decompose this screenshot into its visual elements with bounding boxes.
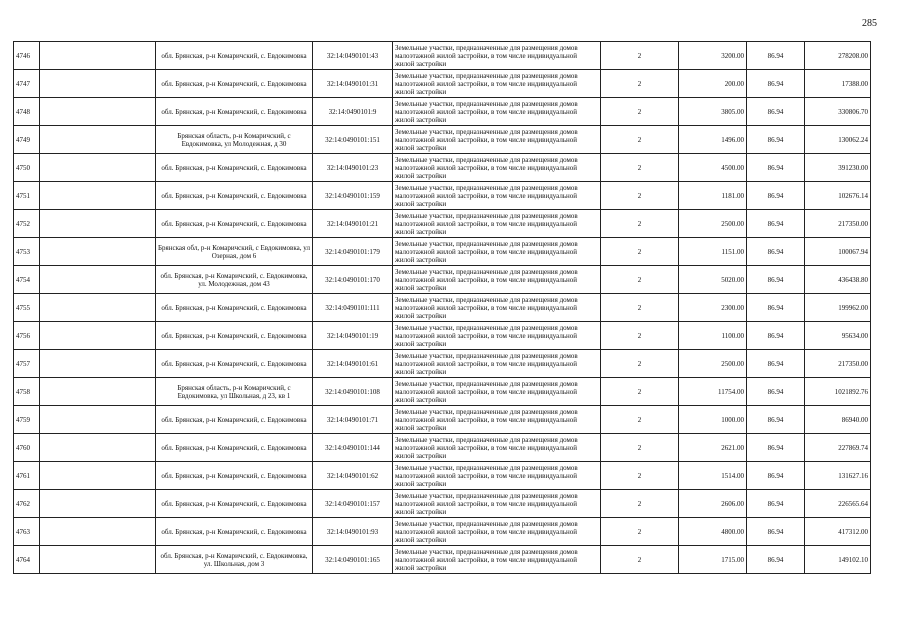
permitted-use-cell: Земельные участки, предназначенные для размещения домов малоэтажной жилой застройки, в том числе индивидуальной жилой застройки bbox=[393, 490, 601, 518]
cadastral-number-cell: 32:14:0490101:179 bbox=[313, 238, 393, 266]
permitted-use-cell: Земельные участки, предназначенные для размещения домов малоэтажной жилой застройки, в том числе индивидуальной жилой застройки bbox=[393, 406, 601, 434]
area-cell: 5020.00 bbox=[679, 266, 747, 294]
specific-value-cell: 86.94 bbox=[747, 350, 805, 378]
table-row bbox=[14, 350, 871, 378]
address-cell: обл. Брянская, р-н Комаричский, с. Евдокимовка bbox=[156, 98, 313, 126]
category-cell: 2 bbox=[601, 350, 679, 378]
page-number: 285 bbox=[862, 18, 877, 29]
row-number-cell: 4749 bbox=[14, 126, 40, 154]
empty-cell bbox=[40, 126, 156, 154]
specific-value-cell: 86.94 bbox=[747, 406, 805, 434]
row-number-cell: 4752 bbox=[14, 210, 40, 238]
cadastral-number-cell: 32:14:0490101:62 bbox=[313, 462, 393, 490]
row-number-cell: 4759 bbox=[14, 406, 40, 434]
cadastral-value-cell: 226565.64 bbox=[805, 490, 871, 518]
area-cell: 1514.00 bbox=[679, 462, 747, 490]
row-number-cell: 4764 bbox=[14, 546, 40, 574]
cadastral-number-cell: 32:14:0490101:170 bbox=[313, 266, 393, 294]
area-cell: 11754.00 bbox=[679, 378, 747, 406]
specific-value-cell: 86.94 bbox=[747, 518, 805, 546]
address-cell: обл. Брянская, р-н Комаричский, с. Евдокимовка bbox=[156, 462, 313, 490]
row-number-cell: 4763 bbox=[14, 518, 40, 546]
area-cell: 200.00 bbox=[679, 70, 747, 98]
address-cell: обл. Брянская, р-н Комаричский, с. Евдокимовка bbox=[156, 70, 313, 98]
empty-cell bbox=[40, 266, 156, 294]
category-cell: 2 bbox=[601, 238, 679, 266]
address-cell: обл. Брянская, р-н Комаричский, с. Евдокимовка bbox=[156, 322, 313, 350]
cadastral-number-cell: 32:14:0490101:61 bbox=[313, 350, 393, 378]
category-cell: 2 bbox=[601, 98, 679, 126]
table-row bbox=[14, 294, 871, 322]
table-row bbox=[14, 182, 871, 210]
table-row bbox=[14, 42, 871, 70]
permitted-use-cell: Земельные участки, предназначенные для размещения домов малоэтажной жилой застройки, в том числе индивидуальной жилой застройки bbox=[393, 546, 601, 574]
permitted-use-cell: Земельные участки, предназначенные для размещения домов малоэтажной жилой застройки, в том числе индивидуальной жилой застройки bbox=[393, 322, 601, 350]
empty-cell bbox=[40, 322, 156, 350]
row-number-cell: 4754 bbox=[14, 266, 40, 294]
area-cell: 1715.00 bbox=[679, 546, 747, 574]
address-cell: обл. Брянская, р-н Комаричский, с. Евдокимовка bbox=[156, 42, 313, 70]
row-number-cell: 4755 bbox=[14, 294, 40, 322]
address-cell: обл. Брянская, р-н Комаричский, с. Евдокимовка bbox=[156, 490, 313, 518]
cadastral-number-cell: 32:14:0490101:43 bbox=[313, 42, 393, 70]
empty-cell bbox=[40, 434, 156, 462]
cadastral-value-cell: 217350.00 bbox=[805, 210, 871, 238]
cadastral-value-cell: 86940.00 bbox=[805, 406, 871, 434]
row-number-cell: 4761 bbox=[14, 462, 40, 490]
category-cell: 2 bbox=[601, 434, 679, 462]
category-cell: 2 bbox=[601, 42, 679, 70]
cadastral-number-cell: 32:14:0490101:21 bbox=[313, 210, 393, 238]
cadastral-number-cell: 32:14:0490101:159 bbox=[313, 182, 393, 210]
specific-value-cell: 86.94 bbox=[747, 126, 805, 154]
empty-cell bbox=[40, 238, 156, 266]
cadastral-number-cell: 32:14:0490101:108 bbox=[313, 378, 393, 406]
empty-cell bbox=[40, 490, 156, 518]
table-row bbox=[14, 490, 871, 518]
area-cell: 1496.00 bbox=[679, 126, 747, 154]
permitted-use-cell: Земельные участки, предназначенные для размещения домов малоэтажной жилой застройки, в том числе индивидуальной жилой застройки bbox=[393, 238, 601, 266]
area-cell: 2606.00 bbox=[679, 490, 747, 518]
permitted-use-cell: Земельные участки, предназначенные для размещения домов малоэтажной жилой застройки, в том числе индивидуальной жилой застройки bbox=[393, 518, 601, 546]
specific-value-cell: 86.94 bbox=[747, 462, 805, 490]
permitted-use-cell: Земельные участки, предназначенные для размещения домов малоэтажной жилой застройки, в том числе индивидуальной жилой застройки bbox=[393, 462, 601, 490]
area-cell: 2500.00 bbox=[679, 210, 747, 238]
cadastral-value-cell: 95634.00 bbox=[805, 322, 871, 350]
cadastral-number-cell: 32:14:0490101:71 bbox=[313, 406, 393, 434]
area-cell: 2621.00 bbox=[679, 434, 747, 462]
empty-cell bbox=[40, 154, 156, 182]
category-cell: 2 bbox=[601, 294, 679, 322]
area-cell: 1100.00 bbox=[679, 322, 747, 350]
permitted-use-cell: Земельные участки, предназначенные для размещения домов малоэтажной жилой застройки, в том числе индивидуальной жилой застройки bbox=[393, 154, 601, 182]
table-row bbox=[14, 406, 871, 434]
area-cell: 4800.00 bbox=[679, 518, 747, 546]
cadastral-number-cell: 32:14:0490101:111 bbox=[313, 294, 393, 322]
row-number-cell: 4758 bbox=[14, 378, 40, 406]
row-number-cell: 4750 bbox=[14, 154, 40, 182]
area-cell: 1181.00 bbox=[679, 182, 747, 210]
table-row bbox=[14, 98, 871, 126]
address-cell: обл. Брянская, р-н Комаричский, с. Евдокимовка bbox=[156, 434, 313, 462]
specific-value-cell: 86.94 bbox=[747, 238, 805, 266]
table-row bbox=[14, 322, 871, 350]
cadastral-value-cell: 17388.00 bbox=[805, 70, 871, 98]
permitted-use-cell: Земельные участки, предназначенные для размещения домов малоэтажной жилой застройки, в том числе индивидуальной жилой застройки bbox=[393, 98, 601, 126]
cadastral-value-cell: 1021892.76 bbox=[805, 378, 871, 406]
row-number-cell: 4746 bbox=[14, 42, 40, 70]
cadastral-number-cell: 32:14:0490101:9 bbox=[313, 98, 393, 126]
address-cell: Брянская область, р-н Комаричский, с Евдокимовка, ул Школьная, д 23, кв 1 bbox=[156, 378, 313, 406]
specific-value-cell: 86.94 bbox=[747, 266, 805, 294]
area-cell: 3805.00 bbox=[679, 98, 747, 126]
address-cell: обл. Брянская, р-н Комаричский, с. Евдокимовка bbox=[156, 182, 313, 210]
address-cell: обл. Брянская, р-н Комаричский, с. Евдокимовка bbox=[156, 350, 313, 378]
specific-value-cell: 86.94 bbox=[747, 182, 805, 210]
empty-cell bbox=[40, 350, 156, 378]
row-number-cell: 4747 bbox=[14, 70, 40, 98]
empty-cell bbox=[40, 42, 156, 70]
cadastral-value-cell: 149102.10 bbox=[805, 546, 871, 574]
category-cell: 2 bbox=[601, 70, 679, 98]
cadastral-value-cell: 436438.80 bbox=[805, 266, 871, 294]
cadastral-value-cell: 217350.00 bbox=[805, 350, 871, 378]
category-cell: 2 bbox=[601, 462, 679, 490]
cadastral-number-cell: 32:14:0490101:144 bbox=[313, 434, 393, 462]
permitted-use-cell: Земельные участки, предназначенные для размещения домов малоэтажной жилой застройки, в том числе индивидуальной жилой застройки bbox=[393, 378, 601, 406]
area-cell: 1151.00 bbox=[679, 238, 747, 266]
category-cell: 2 bbox=[601, 406, 679, 434]
area-cell: 1000.00 bbox=[679, 406, 747, 434]
cadastral-value-cell: 330806.70 bbox=[805, 98, 871, 126]
category-cell: 2 bbox=[601, 182, 679, 210]
empty-cell bbox=[40, 294, 156, 322]
empty-cell bbox=[40, 210, 156, 238]
category-cell: 2 bbox=[601, 210, 679, 238]
permitted-use-cell: Земельные участки, предназначенные для размещения домов малоэтажной жилой застройки, в том числе индивидуальной жилой застройки bbox=[393, 350, 601, 378]
cadastral-value-cell: 227869.74 bbox=[805, 434, 871, 462]
cadastral-number-cell: 32:14:0490101:23 bbox=[313, 154, 393, 182]
address-cell: обл. Брянская, р-н Комаричский, с. Евдокимовка, ул. Школьная, дом 3 bbox=[156, 546, 313, 574]
row-number-cell: 4756 bbox=[14, 322, 40, 350]
cadastral-value-cell: 417312.00 bbox=[805, 518, 871, 546]
permitted-use-cell: Земельные участки, предназначенные для размещения домов малоэтажной жилой застройки, в том числе индивидуальной жилой застройки bbox=[393, 434, 601, 462]
empty-cell bbox=[40, 462, 156, 490]
address-cell: обл. Брянская, р-н Комаричский, с. Евдокимовка bbox=[156, 154, 313, 182]
cadastral-value-cell: 100067.94 bbox=[805, 238, 871, 266]
specific-value-cell: 86.94 bbox=[747, 210, 805, 238]
address-cell: Брянская область, р-н Комаричский, с Евдокимовка, ул Молодежная, д 30 bbox=[156, 126, 313, 154]
table-row bbox=[14, 266, 871, 294]
specific-value-cell: 86.94 bbox=[747, 70, 805, 98]
specific-value-cell: 86.94 bbox=[747, 546, 805, 574]
address-cell: обл. Брянская, р-н Комаричский, с. Евдокимовка, ул. Молодежная, дом 43 bbox=[156, 266, 313, 294]
category-cell: 2 bbox=[601, 126, 679, 154]
empty-cell bbox=[40, 546, 156, 574]
empty-cell bbox=[40, 182, 156, 210]
cadastral-value-cell: 131627.16 bbox=[805, 462, 871, 490]
specific-value-cell: 86.94 bbox=[747, 42, 805, 70]
permitted-use-cell: Земельные участки, предназначенные для размещения домов малоэтажной жилой застройки, в том числе индивидуальной жилой застройки bbox=[393, 182, 601, 210]
row-number-cell: 4753 bbox=[14, 238, 40, 266]
row-number-cell: 4748 bbox=[14, 98, 40, 126]
specific-value-cell: 86.94 bbox=[747, 378, 805, 406]
table-row bbox=[14, 126, 871, 154]
empty-cell bbox=[40, 70, 156, 98]
cadastral-number-cell: 32:14:0490101:151 bbox=[313, 126, 393, 154]
row-number-cell: 4757 bbox=[14, 350, 40, 378]
table-row bbox=[14, 210, 871, 238]
area-cell: 2300.00 bbox=[679, 294, 747, 322]
area-cell: 2500.00 bbox=[679, 350, 747, 378]
category-cell: 2 bbox=[601, 546, 679, 574]
table-row bbox=[14, 378, 871, 406]
row-number-cell: 4751 bbox=[14, 182, 40, 210]
address-cell: Брянская обл, р-н Комаричский, с Евдокимовка, ул Озерная, дом 6 bbox=[156, 238, 313, 266]
empty-cell bbox=[40, 98, 156, 126]
permitted-use-cell: Земельные участки, предназначенные для размещения домов малоэтажной жилой застройки, в том числе индивидуальной жилой застройки bbox=[393, 294, 601, 322]
permitted-use-cell: Земельные участки, предназначенные для размещения домов малоэтажной жилой застройки, в том числе индивидуальной жилой застройки bbox=[393, 42, 601, 70]
land-plots-table bbox=[13, 41, 871, 574]
category-cell: 2 bbox=[601, 154, 679, 182]
cadastral-number-cell: 32:14:0490101:31 bbox=[313, 70, 393, 98]
empty-cell bbox=[40, 378, 156, 406]
address-cell: обл. Брянская, р-н Комаричский, с. Евдокимовка bbox=[156, 406, 313, 434]
table-row bbox=[14, 70, 871, 98]
permitted-use-cell: Земельные участки, предназначенные для размещения домов малоэтажной жилой застройки, в том числе индивидуальной жилой застройки bbox=[393, 266, 601, 294]
row-number-cell: 4762 bbox=[14, 490, 40, 518]
category-cell: 2 bbox=[601, 518, 679, 546]
address-cell: обл. Брянская, р-н Комаричский, с. Евдокимовка bbox=[156, 210, 313, 238]
empty-cell bbox=[40, 406, 156, 434]
specific-value-cell: 86.94 bbox=[747, 154, 805, 182]
cadastral-value-cell: 102676.14 bbox=[805, 182, 871, 210]
specific-value-cell: 86.94 bbox=[747, 490, 805, 518]
specific-value-cell: 86.94 bbox=[747, 434, 805, 462]
table-row bbox=[14, 434, 871, 462]
specific-value-cell: 86.94 bbox=[747, 322, 805, 350]
address-cell: обл. Брянская, р-н Комаричский, с. Евдокимовка bbox=[156, 518, 313, 546]
cadastral-number-cell: 32:14:0490101:165 bbox=[313, 546, 393, 574]
permitted-use-cell: Земельные участки, предназначенные для размещения домов малоэтажной жилой застройки, в том числе индивидуальной жилой застройки bbox=[393, 210, 601, 238]
cadastral-value-cell: 391230.00 bbox=[805, 154, 871, 182]
cadastral-value-cell: 278208.00 bbox=[805, 42, 871, 70]
cadastral-number-cell: 32:14:0490101:93 bbox=[313, 518, 393, 546]
cadastral-number-cell: 32:14:0490101:157 bbox=[313, 490, 393, 518]
table-row bbox=[14, 546, 871, 574]
permitted-use-cell: Земельные участки, предназначенные для размещения домов малоэтажной жилой застройки, в том числе индивидуальной жилой застройки bbox=[393, 126, 601, 154]
specific-value-cell: 86.94 bbox=[747, 98, 805, 126]
category-cell: 2 bbox=[601, 266, 679, 294]
table-body bbox=[14, 42, 871, 574]
empty-cell bbox=[40, 518, 156, 546]
cadastral-value-cell: 130062.24 bbox=[805, 126, 871, 154]
row-number-cell: 4760 bbox=[14, 434, 40, 462]
category-cell: 2 bbox=[601, 378, 679, 406]
area-cell: 3200.00 bbox=[679, 42, 747, 70]
address-cell: обл. Брянская, р-н Комаричский, с. Евдокимовка bbox=[156, 294, 313, 322]
table-row bbox=[14, 518, 871, 546]
cadastral-number-cell: 32:14:0490101:19 bbox=[313, 322, 393, 350]
category-cell: 2 bbox=[601, 322, 679, 350]
permitted-use-cell: Земельные участки, предназначенные для размещения домов малоэтажной жилой застройки, в том числе индивидуальной жилой застройки bbox=[393, 70, 601, 98]
area-cell: 4500.00 bbox=[679, 154, 747, 182]
table-row bbox=[14, 154, 871, 182]
cadastral-value-cell: 199962.00 bbox=[805, 294, 871, 322]
table-row bbox=[14, 238, 871, 266]
table-row bbox=[14, 462, 871, 490]
category-cell: 2 bbox=[601, 490, 679, 518]
specific-value-cell: 86.94 bbox=[747, 294, 805, 322]
